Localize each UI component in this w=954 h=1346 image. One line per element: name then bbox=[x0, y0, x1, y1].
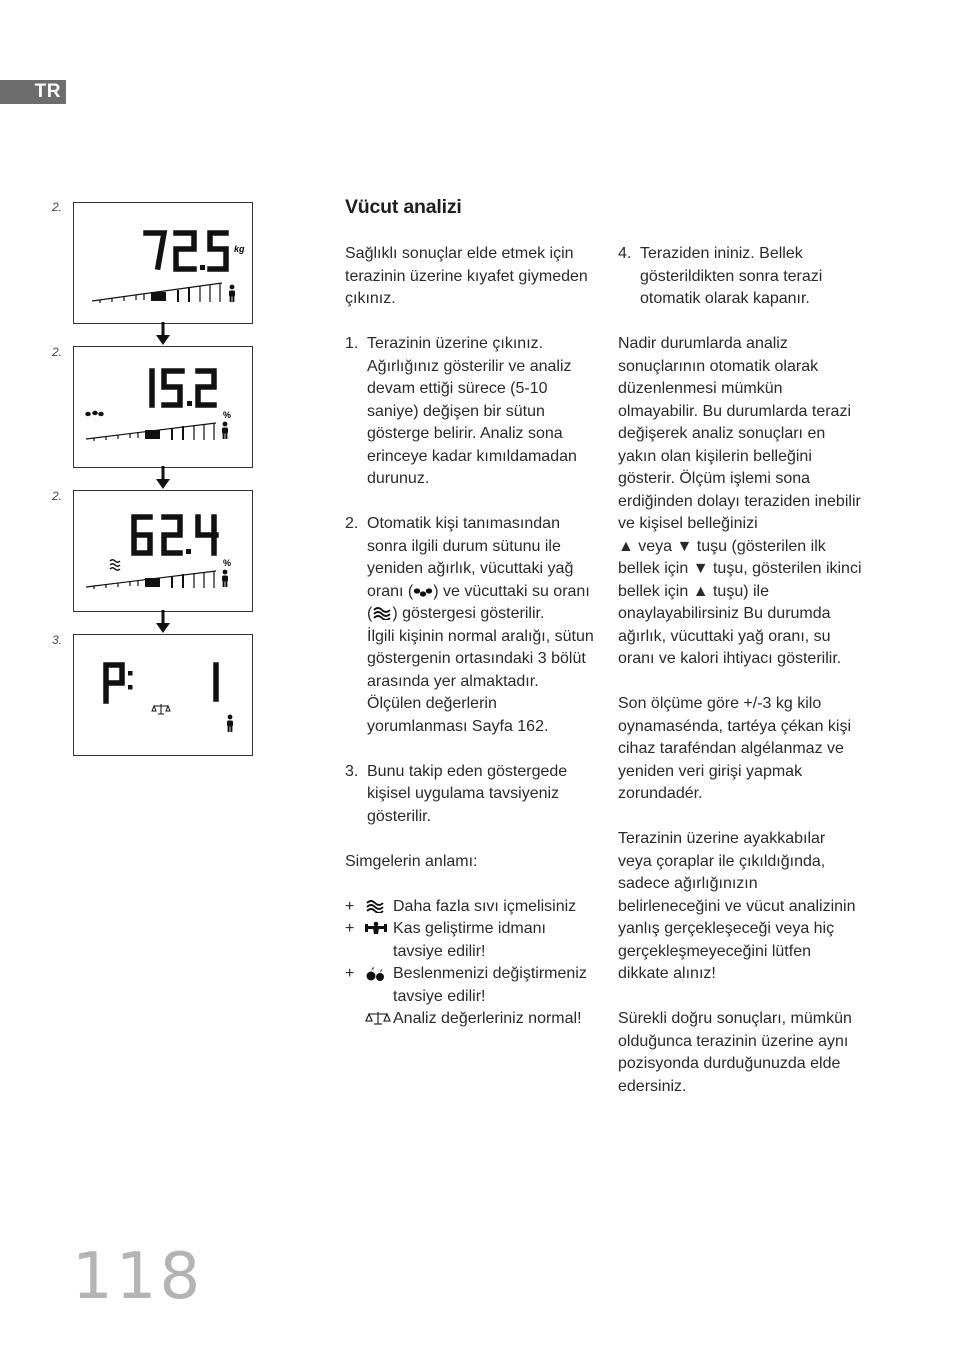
lcd-display-weight bbox=[73, 202, 253, 324]
symbol-item bbox=[345, 1008, 595, 1031]
symbol-prefix: + bbox=[345, 920, 355, 937]
text-column-right bbox=[618, 243, 863, 1098]
symbol-item bbox=[345, 918, 595, 963]
person-icon bbox=[227, 715, 233, 732]
water-waves-icon bbox=[372, 606, 392, 620]
fat-icon bbox=[413, 586, 433, 598]
list-text: Bunu takip eden göstergede kişisel uygulama tavsiyeniz gösterilir. bbox=[367, 762, 568, 825]
lcd-display-profile bbox=[73, 634, 253, 756]
down-arrow-icon bbox=[154, 322, 172, 346]
lcd-unit-label: kg bbox=[234, 244, 245, 254]
down-arrow-icon bbox=[154, 610, 172, 634]
language-tab-label: TR bbox=[34, 81, 61, 102]
list-text: Terazinin üzerine çıkınız. Ağırlığınız gösterilir ve analiz devam ettiği sürece (5-10 saniye) değişen bir sütun gösterge belirir. Analiz sona erinceye kadar kımıldamadan durunuz. bbox=[367, 335, 577, 487]
paragraph-position: Sürekli doğru sonuçları, mümkün olduğunca terazinin üzerine aynı pozisyonda durduğunuzda elde edersiniz. bbox=[618, 1010, 852, 1095]
list-item-step-1 bbox=[345, 333, 595, 491]
list-text bbox=[367, 513, 595, 738]
step2-text-part: ) ve vücuttaki su oranı ( bbox=[367, 582, 590, 622]
figure-step-label: 3. bbox=[52, 633, 63, 647]
person-icon bbox=[222, 422, 228, 439]
paragraph-weight-change: Son ölçüme göre +/-3 kg kilo oynamasénda, tartéya çékan kişi cihaz taraféndan algélanmaz ve yeniden veri girişi yapmak zorundadér. bbox=[618, 695, 852, 802]
symbol-text: Beslenmenizi değiştirmeniz tavsiye edilir! bbox=[393, 965, 587, 1005]
water-waves-icon bbox=[110, 560, 120, 571]
apple-icon bbox=[365, 963, 393, 1008]
muscle-icon bbox=[365, 918, 393, 963]
section-title: Vücut analizi bbox=[345, 196, 462, 218]
list-number: 2. bbox=[345, 515, 359, 532]
symbol-prefix: + bbox=[345, 897, 355, 915]
step2-text-part: ) göstergesi gösterilir. bbox=[392, 605, 545, 622]
symbols-heading: Simgelerin anlamı: bbox=[345, 852, 478, 870]
down-arrow-icon bbox=[154, 466, 172, 490]
symbol-text: Kas geliştirme idmanı tavsiye edilir! bbox=[393, 920, 546, 960]
water-waves-icon bbox=[365, 896, 393, 919]
list-number: 4. bbox=[618, 245, 632, 262]
person-icon bbox=[222, 570, 228, 587]
list-text: Teraziden ininiz. Bellek gösterildikten sonra terazi otomatik olarak kapanır. bbox=[640, 245, 823, 307]
symbol-prefix bbox=[345, 1008, 365, 1031]
lcd-unit-label: % bbox=[223, 410, 232, 420]
symbol-text: Daha fazla sıvı içmelisiniz bbox=[393, 897, 577, 915]
list-item-step-4 bbox=[618, 243, 863, 311]
list-item-step-3 bbox=[345, 761, 595, 829]
step2-text-part: Ölçülen değerlerin yorumlanması Sayfa 162. bbox=[367, 695, 549, 735]
balance-scale-icon bbox=[152, 704, 170, 714]
paragraph-memory-keys: ▲ veya ▼ tuşu (gösterilen ilk bellek için ▼ tuşu, gösterilen ikinci bellek için ▲ tuşu) ile onaylayabilirsiniz Bu durumda ağırlık, vücuttaki yağ oranı, su oranı ve kalori ihtiyacı gösterilir. bbox=[618, 537, 862, 667]
step2-text-part: Otomatik kişi tanımasından sonra ilgili durum sütunu ile yeniden ağırlık, vücuttaki yağ oranı ( bbox=[367, 515, 574, 600]
symbol-item bbox=[345, 896, 595, 919]
paragraph-shoes-warning: Terazinin üzerine ayakkabılar veya çoraplar ile çıkıldığında, sadece ağırlığınızın belirleneceğini ve vücut analizinin yanlış gerçekleşeceği veya hiç gerçekleşmeyeceğini lütfen dikkate alınız! bbox=[618, 830, 856, 982]
figure-step-label: 2. bbox=[52, 200, 63, 214]
figure-step-label: 2. bbox=[52, 345, 63, 359]
lcd-display-fat bbox=[73, 346, 253, 468]
lcd-display-water bbox=[73, 490, 253, 612]
list-number: 1. bbox=[345, 335, 359, 352]
page-number: 118 bbox=[72, 1240, 204, 1314]
balance-scale-icon bbox=[365, 1008, 393, 1031]
text-column-left bbox=[345, 243, 595, 1031]
person-icon bbox=[229, 285, 235, 302]
fat-icon bbox=[85, 411, 104, 416]
symbol-prefix: + bbox=[345, 965, 355, 982]
paragraph-memory: Nadir durumlarda analiz sonuçlarının otomatik olarak düzenlenmesi mümkün olmayabilir. Bu durumlarda terazi değişerek analiz sonuçları en yakın olan kişilerin belleğini gösterir. Ölçüm işlemi sona erdiğinden dolayı teraziden inebilir ve kişisel belleğinizi bbox=[618, 335, 861, 532]
symbol-text: Analiz değerleriniz normal! bbox=[393, 1010, 582, 1027]
list-item-step-2 bbox=[345, 513, 595, 738]
lcd-unit-label: % bbox=[223, 558, 232, 568]
list-number: 3. bbox=[345, 762, 359, 780]
symbol-item bbox=[345, 963, 595, 1008]
step2-text-part: İlgili kişinin normal aralığı, sütun göstergenin ortasındaki 3 bölüt arasında yer almaktadır. bbox=[367, 627, 594, 690]
language-tab bbox=[0, 80, 66, 104]
figure-step-label: 2. bbox=[52, 489, 63, 503]
intro-paragraph: Sağlıklı sonuçlar elde etmek için terazinin üzerine kıyafet giymeden çıkınız. bbox=[345, 245, 588, 307]
